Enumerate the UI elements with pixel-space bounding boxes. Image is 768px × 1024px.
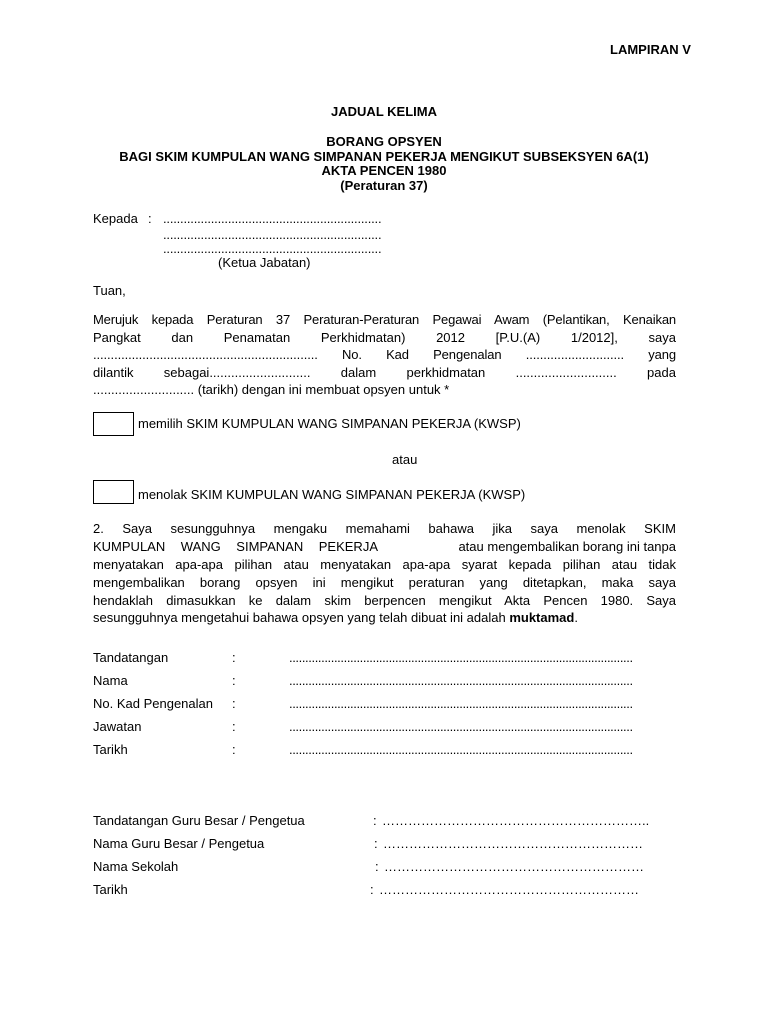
- word: dalam: [340, 365, 377, 380]
- word: ............................: [515, 365, 617, 380]
- field-label-kad-pengenalan: No. Kad Pengenalan: [93, 696, 213, 711]
- field-label-tarikh: Tarikh: [93, 742, 128, 757]
- para1-line3: [93, 347, 676, 362]
- principal-colon: :: [373, 813, 377, 828]
- word: Saya: [122, 521, 152, 536]
- para1-line1: Merujuk kepada Peraturan 37 Peraturan-Peraturan Pegawai Awam (Pelantikan, Kenaikan: [93, 312, 676, 327]
- word: yang: [648, 347, 677, 362]
- word: pada: [647, 365, 676, 380]
- word: Kad: [386, 347, 409, 362]
- word: Perkhidmatan): [320, 330, 406, 345]
- accept-checkbox[interactable]: [93, 412, 134, 436]
- word: SKIM: [644, 521, 676, 536]
- word: saya: [648, 330, 676, 345]
- word: sesungguhnya: [170, 521, 256, 536]
- word: dilantik: [93, 365, 134, 380]
- field-dots-tandatangan[interactable]: ...........................................................................................................: [289, 650, 633, 665]
- word: jika: [492, 521, 512, 536]
- field-label-tandatangan: Tandatangan: [93, 650, 169, 665]
- principal-colon: :: [370, 882, 374, 897]
- field-colon: :: [232, 742, 236, 757]
- kepada-colon: :: [148, 211, 152, 226]
- word: menolak: [576, 521, 626, 536]
- word: sebagai............................: [163, 365, 311, 380]
- title-borang: BORANG OPSYEN: [326, 134, 442, 149]
- para2-line3: menyatakan apa-apa pilihan atau menyatakan apa-apa syarat kepada pilihan atau tidak: [93, 557, 676, 572]
- text: sesungguhnya mengetahui bahawa opsyen yang telah dibuat ini adalah: [93, 610, 510, 625]
- word: dan: [171, 330, 194, 345]
- reject-checkbox[interactable]: [93, 480, 134, 504]
- para2-line6: [93, 610, 578, 625]
- word: SIMPANAN: [236, 539, 304, 554]
- principal-dots-nama[interactable]: ……………………………………………………: [383, 836, 643, 851]
- kepada-dots-3: ................................................................: [163, 241, 382, 256]
- word: saya: [530, 521, 558, 536]
- field-colon: :: [232, 719, 236, 734]
- principal-label-tarikh: Tarikh: [93, 882, 128, 897]
- field-label-nama: Nama: [93, 673, 128, 688]
- para2-line4: mengembalikan borang opsyen ini mengikut peraturan yang ditetapkan, maka saya: [93, 575, 676, 590]
- principal-dots-tandatangan[interactable]: ……………………………………………………..: [382, 813, 650, 828]
- word: No.: [341, 347, 362, 362]
- word: ................................................................: [93, 347, 318, 362]
- title-jadual: JADUAL KELIMA: [331, 104, 437, 119]
- word: bahawa: [428, 521, 474, 536]
- word: 1/2012],: [570, 330, 618, 345]
- principal-dots-tarikh[interactable]: ……………………………………………………: [379, 882, 639, 897]
- word: memahami: [345, 521, 410, 536]
- field-dots-kad-pengenalan[interactable]: ...........................................................................................................: [289, 696, 633, 711]
- kepada-dots-2: ................................................................: [163, 227, 382, 242]
- word: Pangkat: [93, 330, 141, 345]
- kepada-dots-1: ................................................................: [163, 211, 382, 226]
- word: 2.: [93, 521, 104, 536]
- word: atau mengembalikan borang ini tanpa: [458, 539, 676, 554]
- field-colon: :: [232, 696, 236, 711]
- principal-label-nama: Nama Guru Besar / Pengetua: [93, 836, 265, 851]
- field-colon: :: [232, 673, 236, 688]
- word: Pengenalan: [433, 347, 502, 362]
- word: PEKERJA: [318, 539, 378, 554]
- title-peraturan: (Peraturan 37): [340, 178, 428, 193]
- field-dots-tarikh[interactable]: ...........................................................................................................: [289, 742, 633, 757]
- word: mengaku: [273, 521, 328, 536]
- accept-option-label: memilih SKIM KUMPULAN WANG SIMPANAN PEKERJA (KWSP): [138, 416, 521, 431]
- word: 2012: [436, 330, 465, 345]
- word: perkhidmatan: [406, 365, 486, 380]
- field-dots-nama[interactable]: ...........................................................................................................: [289, 673, 633, 688]
- field-dots-jawatan[interactable]: ...........................................................................................................: [289, 719, 633, 734]
- word: WANG: [180, 539, 221, 554]
- principal-label-sekolah: Nama Sekolah: [93, 859, 179, 874]
- word: KUMPULAN: [93, 539, 166, 554]
- principal-dots-sekolah[interactable]: ……………………………………………………: [384, 859, 644, 874]
- word: Penamatan: [223, 330, 291, 345]
- field-label-jawatan: Jawatan: [93, 719, 142, 734]
- para1-line5: ............................ (tarikh) dengan ini membuat opsyen untuk *: [93, 382, 450, 397]
- para2-line5: hendaklah dimasukkan ke dalam skim berpencen mengikut Akta Pencen 1980. Saya: [93, 593, 676, 608]
- lampiran-label: LAMPIRAN V: [610, 42, 691, 57]
- para1-line2: [93, 330, 676, 345]
- principal-colon: :: [375, 859, 379, 874]
- para1-line4: [93, 365, 676, 380]
- muktamad-emphasis: muktamad: [509, 610, 575, 625]
- principal-colon: :: [374, 836, 378, 851]
- text: .: [574, 610, 578, 625]
- title-skim: BAGI SKIM KUMPULAN WANG SIMPANAN PEKERJA MENGIKUT SUBSEKSYEN 6A(1): [119, 149, 649, 164]
- para2-line1: [93, 521, 676, 536]
- field-colon: :: [232, 650, 236, 665]
- salutation: Tuan,: [93, 283, 126, 298]
- kepada-label: Kepada: [93, 211, 138, 226]
- reject-option-label: menolak SKIM KUMPULAN WANG SIMPANAN PEKERJA (KWSP): [138, 487, 526, 502]
- principal-label-tandatangan: Tandatangan Guru Besar / Pengetua: [93, 813, 305, 828]
- word: ............................: [525, 347, 625, 362]
- or-label: atau: [392, 452, 418, 467]
- title-akta: AKTA PENCEN 1980: [321, 163, 447, 178]
- ketua-jabatan: (Ketua Jabatan): [218, 255, 311, 270]
- word: [P.U.(A): [495, 330, 541, 345]
